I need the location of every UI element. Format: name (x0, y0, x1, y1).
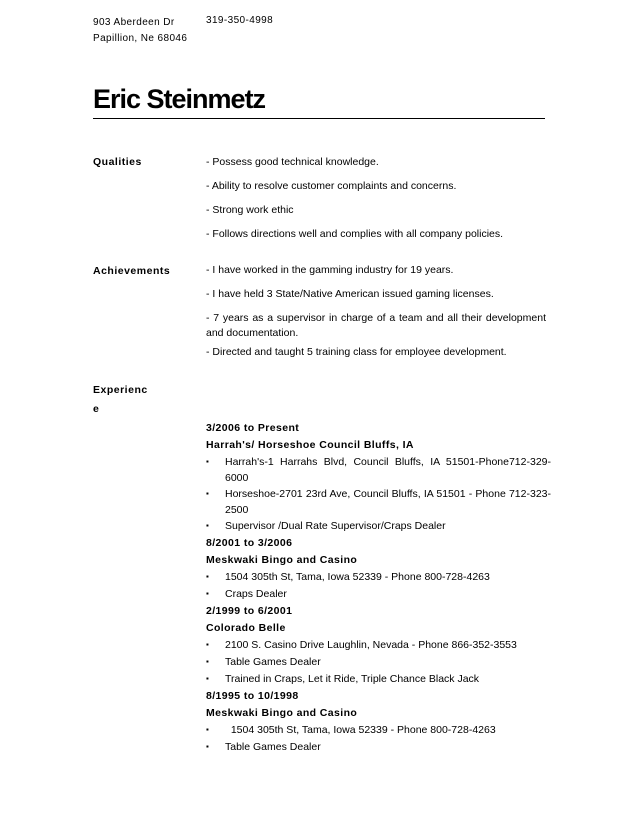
bullet-icon: ▪ (206, 589, 209, 598)
bullet-icon: ▪ (206, 489, 209, 498)
qualities-item: - Possess good technical knowledge. (206, 156, 379, 168)
address-line-2: Papillion, Ne 68046 (93, 33, 188, 44)
experience-label-line-1: Experienc (93, 384, 148, 396)
achievements-item: - Directed and taught 5 training class for employee development. (206, 346, 507, 358)
achievements-item: - I have held 3 State/Native American issued gaming licenses. (206, 288, 494, 300)
achievements-label: Achievements (93, 265, 171, 277)
address-block (93, 15, 187, 47)
job-details (206, 454, 551, 535)
experience-list (206, 420, 551, 756)
header-divider (93, 118, 545, 119)
job-entry (206, 603, 551, 688)
bullet-icon: ▪ (206, 521, 209, 530)
job-entry (206, 420, 551, 535)
job-dates: 2/1999 to 6/2001 (206, 605, 293, 617)
job-entry (206, 535, 551, 603)
job-dates: 8/2001 to 3/2006 (206, 537, 293, 549)
job-entry (206, 688, 551, 756)
bullet-icon: ▪ (206, 640, 209, 649)
bullet-icon: ▪ (206, 725, 209, 734)
bullet-icon: ▪ (206, 674, 209, 683)
job-details (206, 722, 551, 756)
bullet-icon: ▪ (206, 657, 209, 666)
job-dates: 3/2006 to Present (206, 422, 300, 434)
job-employer: Colorado Belle (206, 622, 286, 634)
qualities-label: Qualities (93, 156, 142, 168)
job-detail-item: ▪ Table Games Dealer (206, 656, 321, 668)
job-detail-item: ▪ 1504 305th St, Tama, Iowa 52339 - Phone 800-728-4263 (206, 571, 490, 583)
job-detail-item: ▪ 2100 S. Casino Drive Laughlin, Nevada - Phone 866-352-3553 (206, 639, 517, 651)
bullet-icon: ▪ (206, 572, 209, 581)
candidate-name: Eric Steinmetz (93, 84, 266, 114)
address-line-1: 903 Aberdeen Dr (93, 17, 175, 28)
achievements-item: - 7 years as a supervisor in charge of a team and all their development and documentation. (206, 312, 546, 339)
job-details (206, 637, 551, 688)
job-detail-item: ▪ Supervisor /Dual Rate Supervisor/Craps Dealer (206, 520, 446, 532)
achievements-item: - I have worked in the gamming industry for 19 years. (206, 264, 454, 276)
job-employer: Meskwaki Bingo and Casino (206, 554, 358, 566)
job-employer: Meskwaki Bingo and Casino (206, 707, 358, 719)
job-detail-item: ▪ 1504 305th St, Tama, Iowa 52339 - Phone 800-728-4263 (206, 724, 496, 736)
job-detail-item: ▪ Harrah's-1 Harrahs Blvd, Council Bluffs, IA 51501-Phone712-329-6000 (206, 456, 551, 484)
job-dates: 8/1995 to 10/1998 (206, 690, 299, 702)
qualities-item: - Ability to resolve customer complaints and concerns. (206, 180, 457, 192)
experience-label (93, 381, 148, 419)
job-detail-item: ▪ Horseshoe-2701 23rd Ave, Council Bluffs, IA 51501 - Phone 712-323-2500 (206, 488, 551, 516)
phone-number: 319-350-4998 (206, 15, 274, 26)
job-details (206, 569, 551, 603)
experience-label-line-2: e (93, 403, 100, 415)
job-detail-item: ▪ Table Games Dealer (206, 741, 321, 753)
job-detail-item: ▪ Craps Dealer (206, 588, 287, 600)
bullet-icon: ▪ (206, 457, 209, 466)
job-employer: Harrah's/ Horseshoe Council Bluffs, IA (206, 439, 414, 451)
bullet-icon: ▪ (206, 742, 209, 751)
qualities-item: - Strong work ethic (206, 204, 294, 216)
qualities-item: - Follows directions well and complies with all company policies. (206, 228, 504, 240)
job-detail-item: ▪ Trained in Craps, Let it Ride, Triple Chance Black Jack (206, 673, 480, 685)
